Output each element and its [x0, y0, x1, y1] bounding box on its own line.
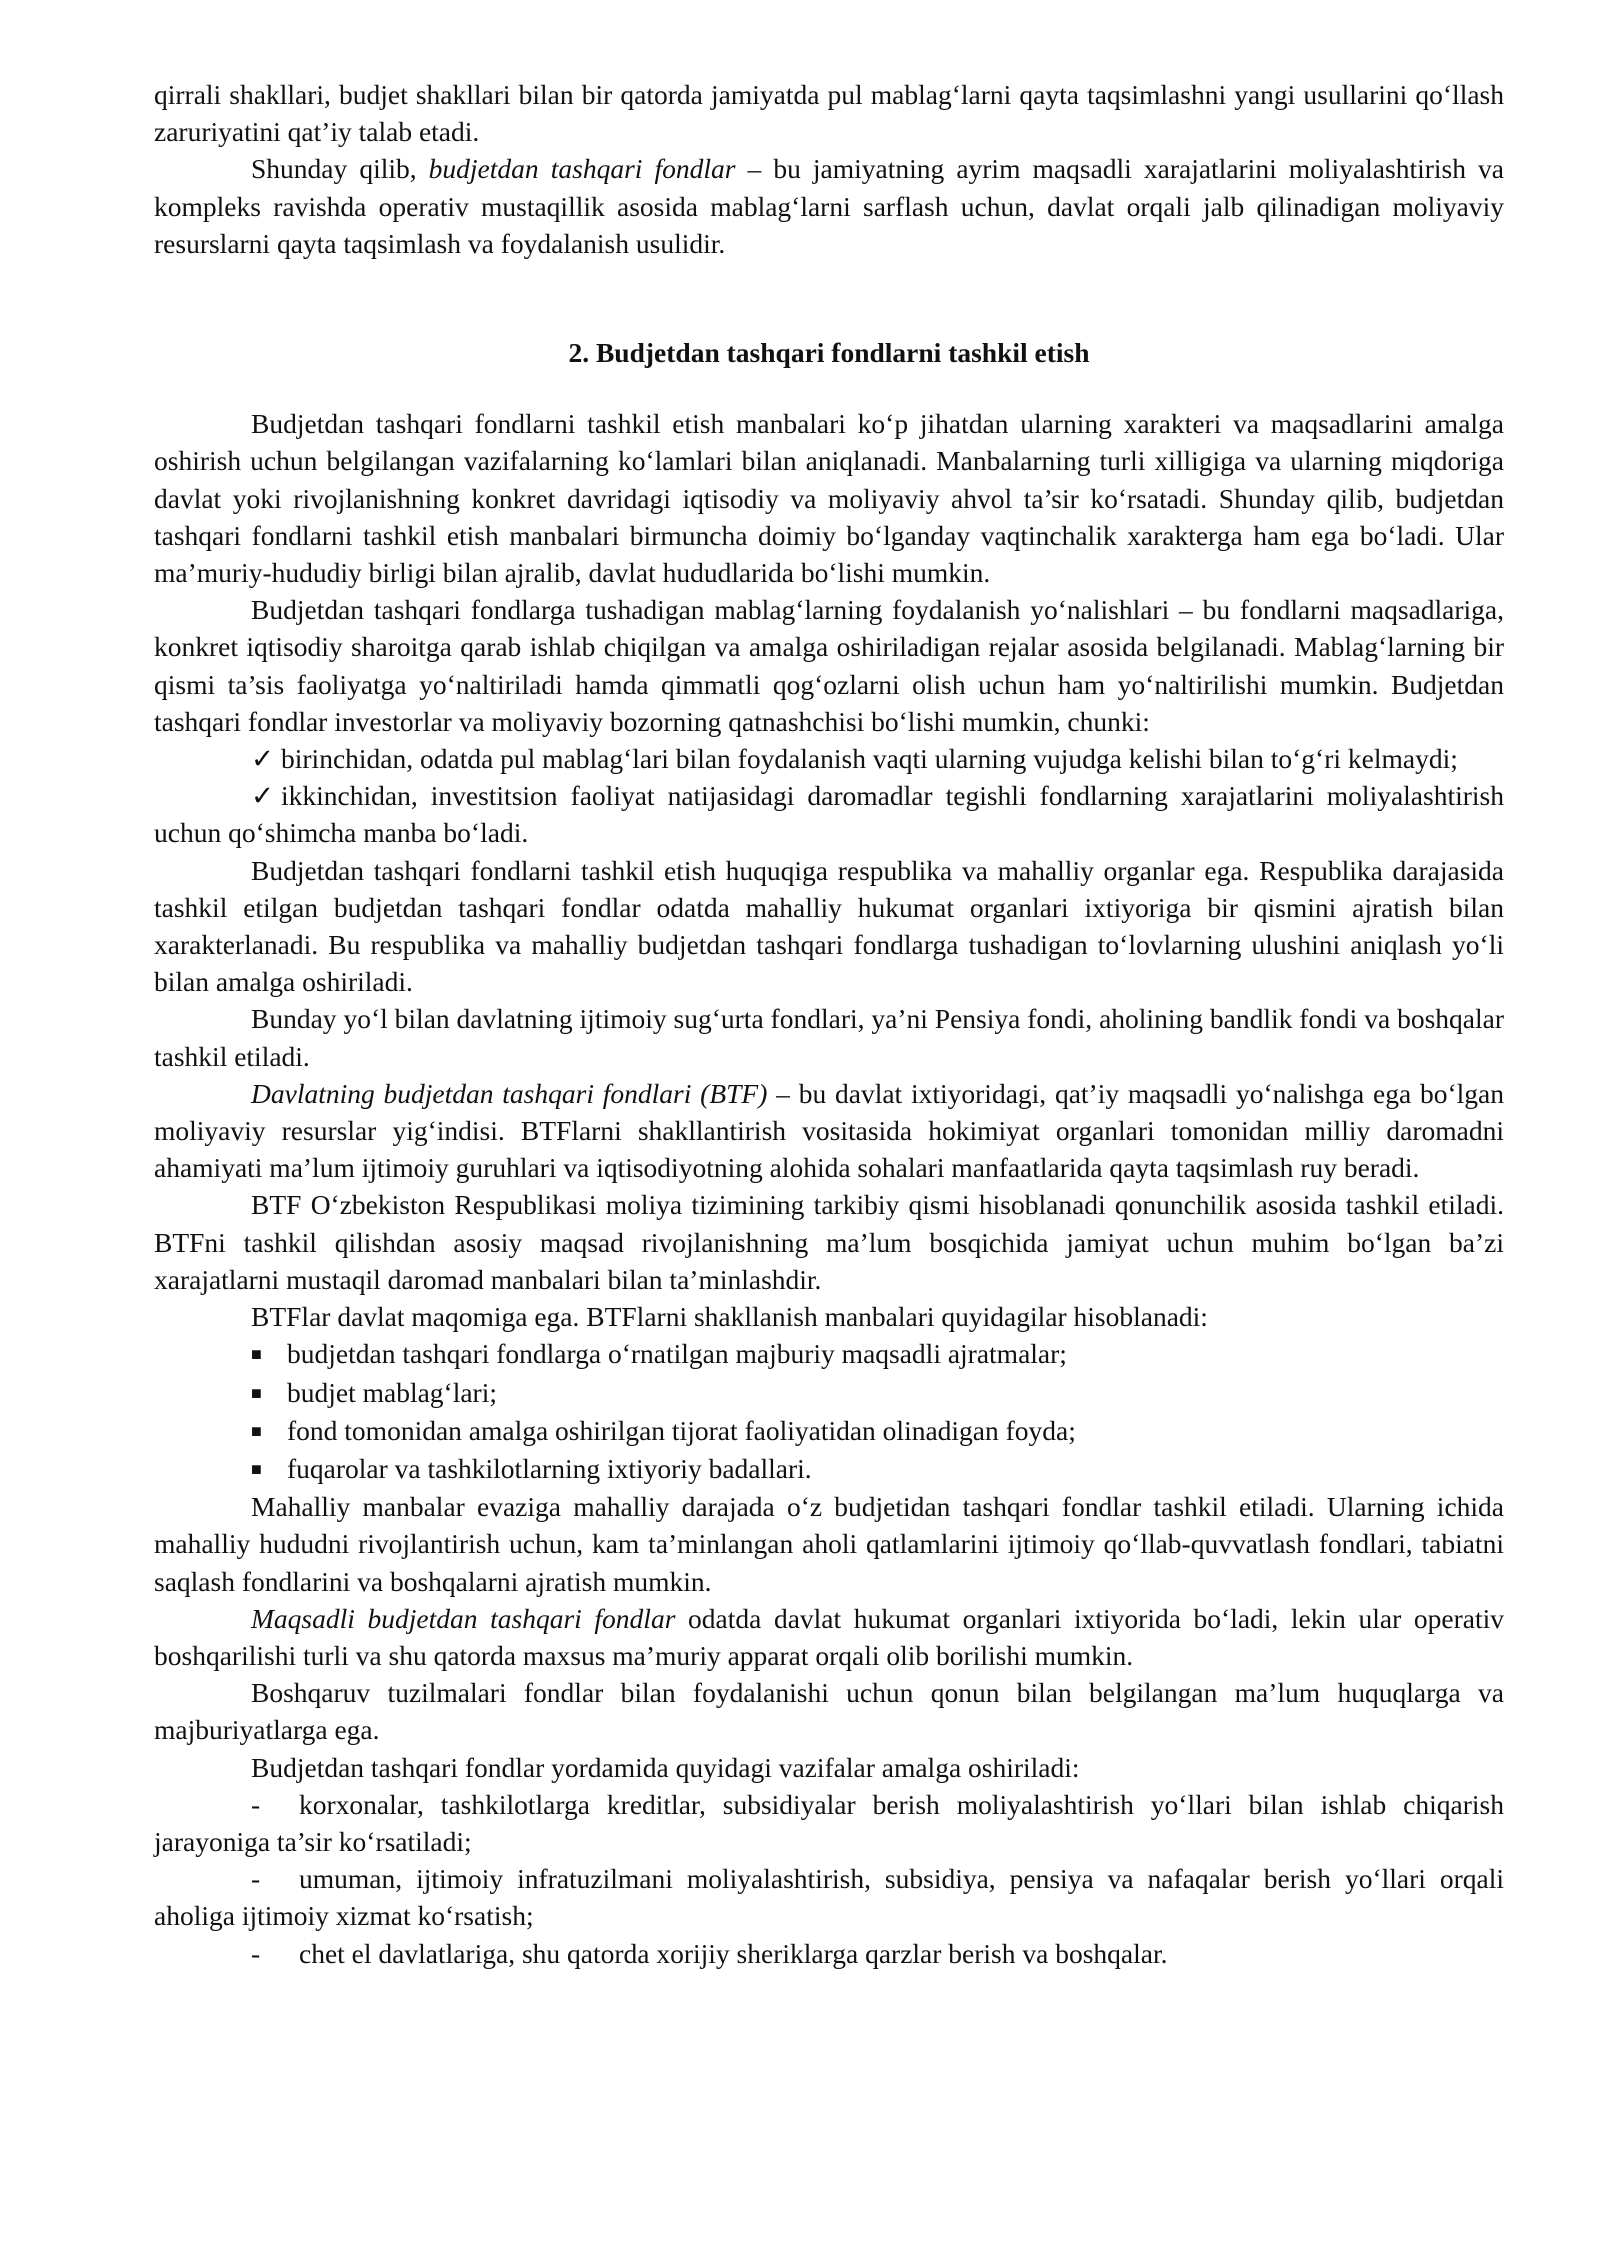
dash-item-text: chet el davlatlariga, shu qatorda xorijiy sheriklarga qarzlar berish va boshqalar.: [299, 1937, 1168, 1969]
square-bullet-icon: ■: [251, 1458, 262, 1479]
paragraph-definition: [154, 1075, 1504, 1187]
paragraph: Budjetdan tashqari fondlarni tashkil etish manbalari ko‘p jihatdan ularning xarakteri va maqsadlarini amalga oshirish uchun belgilangan vazifalarning ko‘lamlari bilan aniqlanadi. Manbalarning turli xilligiga va ularning miqdoriga davlat yoki rivojlanishning konkret davridagi iqtisodiy va moliyaviy ahvol ta’sir ko‘rsatadi. Shunday qilib, budjetdan tashqari fondlarni tashkil etish manbalari birmuncha doimiy bo‘lganday vaqtinchalik xarakterga ham ega bo‘ladi. Ular ma’muriy-hududiy birligi bilan ajralib, davlat hududlarida bo‘lishi mumkin.: [154, 408, 1504, 589]
dash-bullet-icon: -: [251, 1863, 261, 1895]
checkmark-icon: ✓: [251, 780, 275, 812]
term-emphasis: Davlatning budjetdan tashqari fondlari (BTF): [251, 1077, 768, 1109]
square-bullet-icon: ■: [251, 1420, 262, 1441]
paragraph-definition: [154, 1600, 1504, 1674]
dash-bullet-icon: -: [251, 1788, 261, 1820]
bullet-item: [154, 1450, 1504, 1488]
term-emphasis: Maqsadli budjetdan tashqari fondlar: [251, 1602, 676, 1634]
bullet-item-text: fond tomonidan amalga oshirilgan tijorat faoliyatidan olinadigan foyda;: [287, 1414, 1076, 1446]
dash-item-text: umuman, ijtimoiy infratuzilmani moliyalashtirish, subsidiya, pensiya va nafaqalar berish yo‘llari orqali aholiga ijtimoiy xizmat ko‘rsatish;: [154, 1863, 1504, 1932]
paragraph: Mahalliy manbalar evaziga mahalliy darajada o‘z budjetidan tashqari fondlar tashkil etiladi. Ularning ichida mahalliy hududni rivojlantirish uchun, kam ta’minlangan aholi qatlamlarini ijtimoiy qo‘llab-quvvatlash fondlari, tabiatni saqlash fondlarini va boshqalarni ajratish mumkin.: [154, 1491, 1504, 1597]
paragraph-continuation: qirrali shakllari, budjet shakllari bilan bir qatorda jamiyatda pul mablag‘larni qayta taqsimlashni yangi usullarini qo‘llash zaruriyatini qat’iy talab etadi.: [154, 79, 1504, 148]
section-heading: 2. Budjetdan tashqari fondlarni tashkil etish: [568, 337, 1090, 369]
paragraph: BTF O‘zbekiston Respublikasi moliya tizimining tarkibiy qismi hisoblanadi qonunchilik asosida tashkil etiladi. BTFni tashkil qilishdan asosiy maqsad rivojlanishning ma’lum bosqichida jamiyat uchun muhim bo‘lgan ba’zi xarajatlarni mustaqil daromad manbalari bilan ta’minlashdir.: [154, 1189, 1504, 1295]
bullet-item: [154, 1335, 1504, 1373]
dash-item: [154, 1786, 1504, 1860]
paragraph: BTFlar davlat maqomiga ega. BTFlarni shakllanish manbalari quyidagilar hisoblanadi:: [251, 1301, 1208, 1333]
square-bullet-icon: ■: [251, 1344, 262, 1365]
paragraph: Budjetdan tashqari fondlar yordamida quyidagi vazifalar amalga oshiriladi:: [251, 1751, 1080, 1783]
bullet-item-text: budjetdan tashqari fondlarga o‘rnatilgan majburiy maqsadli ajratmalar;: [287, 1338, 1067, 1370]
term-emphasis: budjetdan tashqari fondlar: [428, 153, 736, 185]
paragraph-text: odatda davlat hukumat organlari ixtiyorida bo‘ladi, lekin ular operativ boshqarilishi turli va shu qatorda maxsus ma’muriy apparat orqali olib borilishi mumkin.: [154, 1602, 1504, 1671]
dash-item: [154, 1935, 1504, 1972]
paragraph: Bunday yo‘l bilan davlatning ijtimoiy sug‘urta fondlari, ya’ni Pensiya fondi, aholining bandlik fondi va boshqalar tashkil etiladi.: [154, 1003, 1504, 1072]
document-page: [154, 76, 1504, 1972]
paragraph-text: Shunday qilib,: [251, 153, 429, 185]
dash-bullet-icon: -: [251, 1937, 261, 1969]
paragraph-definition: [154, 150, 1504, 262]
bullet-item: [154, 1374, 1504, 1412]
paragraph: Boshqaruv tuzilmalari fondlar bilan foydalanishi uchun qonun bilan belgilangan ma’lum huquqlarga va majburiyatlarga ega.: [154, 1677, 1504, 1746]
bullet-item-text: budjet mablag‘lari;: [287, 1376, 497, 1408]
checkmark-icon: ✓: [251, 743, 275, 775]
dash-item: [154, 1860, 1504, 1934]
bullet-item-text: fuqarolar va tashkilotlarning ixtiyoriy badallari.: [287, 1452, 812, 1484]
checklist-item: [154, 740, 1504, 777]
paragraph-text: – bu davlat ixtiyoridagi, qat’iy maqsadli yo‘nalishga ega bo‘lgan moliyaviy resurslar yig‘indisi. BTFlarni shakllantirish vositasida hokimiyat organlari tomonidan milliy daromadni ahamiyati ma’lum ijtimoiy guruhlari va iqtisodiyotning alohida sohalari manfaatlarida qayta taqsimlash ruy beradi.: [154, 1077, 1504, 1184]
paragraph: Budjetdan tashqari fondlarga tushadigan mablag‘larning foydalanish yo‘nalishlari – bu fondlarni maqsadlariga, konkret iqtisodiy sharoitga qarab ishlab chiqilgan va amalga oshiriladigan rejalar asosida belgilanadi. Mablag‘larning bir qismi ta’sis faoliyatga yo‘naltiriladi hamda qimmatli qog‘ozlarni olish uchun ham yo‘naltirilishi mumkin. Budjetdan tashqari fondlar investorlar va moliyaviy bozorning qatnashchisi bo‘lishi mumkin, chunki:: [154, 594, 1504, 737]
paragraph: Budjetdan tashqari fondlarni tashkil etish huquqiga respublika va mahalliy organlar ega. Respublika darajasida tashkil etilgan budjetdan tashqari fondlar odatda mahalliy hukumat organlari ixtiyoriga bir qismini ajratish bilan xarakterlanadi. Bu respublika va mahalliy budjetdan tashqari fondlarga tushadigan to‘lovlarning ulushini aniqlash yo‘li bilan amalga oshiriladi.: [154, 854, 1504, 998]
dash-item-text: korxonalar, tashkilotlarga kreditlar, subsidiyalar berish moliyalashtirish yo‘llari bilan ishlab chiqarish jarayoniga ta’sir ko‘rsatiladi;: [154, 1788, 1504, 1857]
checklist-item-text: birinchidan, odatda pul mablag‘lari bilan foydalanish vaqti ularning vujudga kelishi bilan to‘g‘ri kelmaydi;: [281, 743, 1458, 775]
square-bullet-icon: ■: [251, 1382, 262, 1403]
checklist-item: [154, 777, 1504, 851]
bullet-item: [154, 1412, 1504, 1450]
checklist-item-text: ikkinchidan, investitsion faoliyat natijasidagi daromadlar tegishli fondlarning xarajatlarini moliyalashtirish uchun qo‘shimcha manba bo‘ladi.: [154, 780, 1504, 849]
paragraph-text: – bu jamiyatning ayrim maqsadli xarajatlarini moliyalashtirish va kompleks ravishda operativ mustaqillik asosida mablag‘larni sarflash uchun, davlat orqali jalb qilinadigan moliyaviy resurslarni qayta taqsimlash va foydalanish usulidir.: [154, 153, 1504, 259]
